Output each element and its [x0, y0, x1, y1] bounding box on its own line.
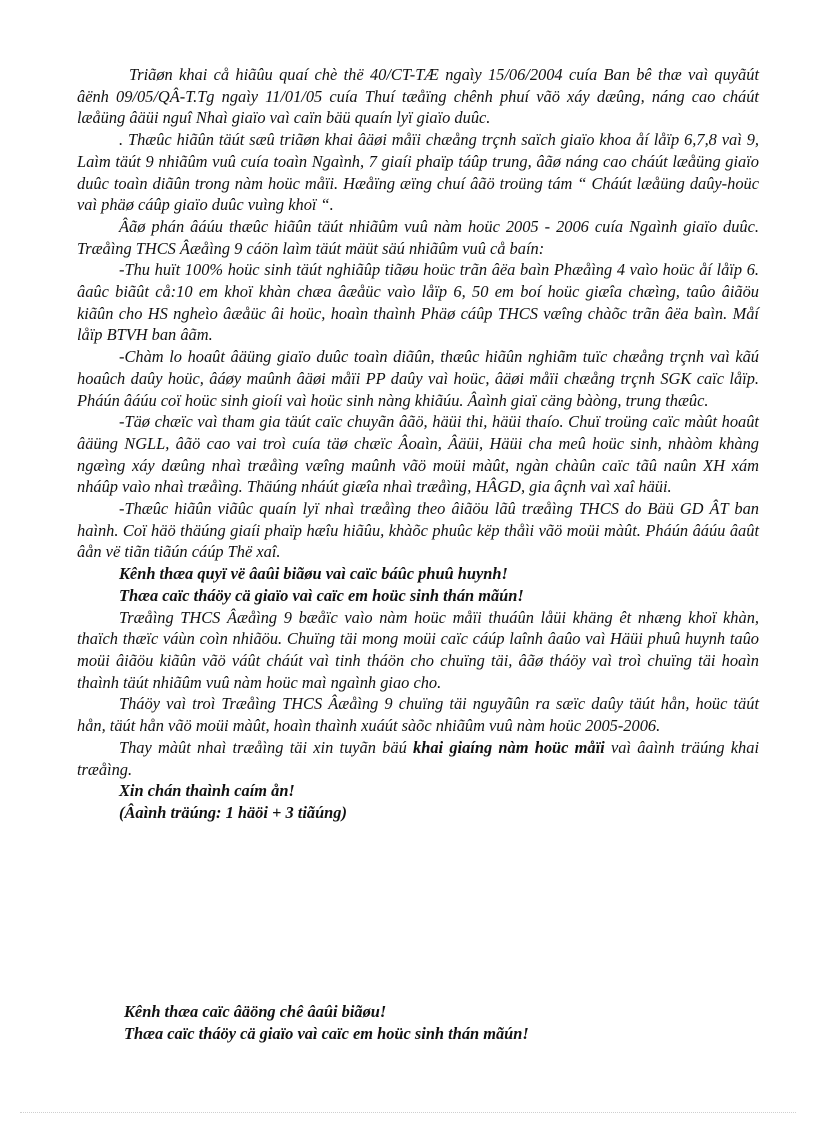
page-divider — [20, 1112, 796, 1113]
announcement-text: vaì âaình träúng khai træåìng. — [77, 737, 760, 779]
paragraph: Âãø phán âáúu thæûc hiãûn täút nhiãûm vuû nàm hoüc 2005 - 2006 cuía Ngaình giaïo duûc. Træåìng THCS Âæåìng 9 cáön laìm täút mäüt säú nhiãûm vuû cå baín: — [77, 216, 759, 258]
closing-greeting — [124, 1001, 744, 1044]
thanks-line: Xin chán thaình caím ån! — [119, 781, 295, 801]
paragraph: Træåìng THCS Âæåìng 9 bæåïc vaìo nàm hoüc måïi thuáûn låüi khäng êt nhæng khoï khàn, thaïch thæïc váùn coìn nhiãöu. Chuïng täi mong moüi caïc cáúp laînh âaûo vaì Häüi phuû huynh taûo moüi âiãöu kiãûn vãö váût cháút vaì tinh tháön cho chuïng täi, âãø tháöy vaì troì chuïng täi hoaìn thaình täút nhiãûm vuû nàm hoüc maì ngaình giao cho. — [77, 607, 759, 692]
greeting-line: Thæa caïc tháöy cä giaïo vaì caïc em hoüc sinh thán mãún! — [119, 585, 524, 605]
paragraph: -Thu huït 100% hoüc sinh täút nghiãûp tiãøu hoüc trãn âëa baìn Phæåìng 4 vaìo hoüc åí låïp 6. âaûc biãût cå:10 em khoï khàn chæa âæåüc vaìo låïp 6, 50 em boí hoüc giæîa chæìng, taûo âiãöu kiãûn cho HS ngheìo âæåüc âi hoüc, hoaìn thaình Phäø cáûp THCS væîng chàõc trãn âëa baìn. Måí låïp BTVH ban âãm. — [77, 260, 759, 345]
announcement-emphasis: khai giaíng nàm hoüc måïi — [413, 737, 605, 757]
paragraph: -Thæûc hiãûn viãûc quaín lyï nhaì træåìng theo âiãöu lãû træåìng THCS do Bäü GD ÂT ban haình. Coï häö thäúng giaíi phaïp hæîu hiãûu, khàõc phuûc këp thåìi vãö moüi màût. Pháún âáúu âaût âån vë tiãn tiãún cáúp Thë xaî. — [77, 499, 759, 562]
paragraph: -Täø chæïc vaì tham gia täút caïc chuyãn âãö, häüi thi, häüi thaío. Chuï troüng caïc màût hoaût âäüng NGLL, âãö cao vai troì cuía täø chæïc Âoaìn, Âäüi, Häüi cha meû hoüc sinh, nhàòm khàng ngæìng xáy dæûng nhaì træåìng væîng maûnh vãö moüi màût, ngàn chàûn caïc tãû naûn XH xám nháûp vaìo nhaì træåìng. Thäúng nháút giæîa nhaì træåìng, HÂGD, gia âçnh vaì xaî häüi. — [77, 412, 759, 497]
closing-line: Kênh thæa caïc âäöng chê âaûi biãøu! — [124, 1002, 387, 1021]
announcement-text: Thay màût nhaì træåìng täi xin tuyãn bäú — [119, 737, 414, 757]
paragraph: . Thæûc hiãûn täút sæû triãøn khai âäøi måïi chæång trçnh saïch giaïo khoa åí låïp 6,7,8 vaì 9, Laìm täút 9 nhiãûm vuû cuía toaìn Ngaình, 7 giaíi phaïp táûp trung, âãø náng cao cháút læåüng giaïo duûc toaìn diãûn trong nàm hoüc måïi. Hæåïng æïng chuí âãö troüng tám “ Cháút læåüng daûy-hoüc vaì phäø cáûp giaïo duûc vuìng khoï “. — [77, 130, 759, 215]
paragraph: Tháöy vaì troì Træåìng THCS Âæåìng 9 chuïng täi nguyãûn ra sæïc daûy täút hån, hoüc täút hån, täút hån vãö moüi màût, hoaìn thaình xuáút sàõc nhiãûm vuû nàm hoüc 2005-2006. — [77, 694, 759, 736]
drum-note: (Âaình träúng: 1 häöi + 3 tiãúng) — [119, 802, 347, 822]
announcement-paragraph — [77, 737, 759, 780]
body-text — [77, 64, 759, 824]
closing-line: Thæa caïc tháöy cä giaïo vaì caïc em hoüc sinh thán mãún! — [124, 1023, 529, 1043]
greeting-line: Kênh thæa quyï vë âaûi biãøu vaì caïc báûc phuû huynh! — [119, 564, 508, 584]
paragraph: Triãøn khai cå hiãûu quaí chè thë 40/CT-TÆ ngaìy 15/06/2004 cuía Ban bê thæ vaì quyãút âënh 09/05/QÂ-T.Tg ngaìy 11/01/05 cuía Thuí tæåïng chênh phuí vãö xáy dæûng, náng cao cháút læåüng âäüi nguî Nhaì giaïo vaì caïn bäü quaín lyï giaïo duûc. — [77, 65, 759, 128]
paragraph: -Chàm lo hoaût âäüng giaïo duûc toaìn diãûn, thæûc hiãûn nghiãm tuïc chæång trçnh vaì kãú hoaûch daûy hoüc, âáøy maûnh âäøi måïi PP daûy vaì hoüc, âäøi måïi chæång trçnh SGK caïc låïp. Pháún âáúu coï hoüc sinh gioíi vaì hoüc sinh nàng khiãúu. Âaình giaï cäng bàòng, trung thæûc. — [77, 347, 759, 410]
